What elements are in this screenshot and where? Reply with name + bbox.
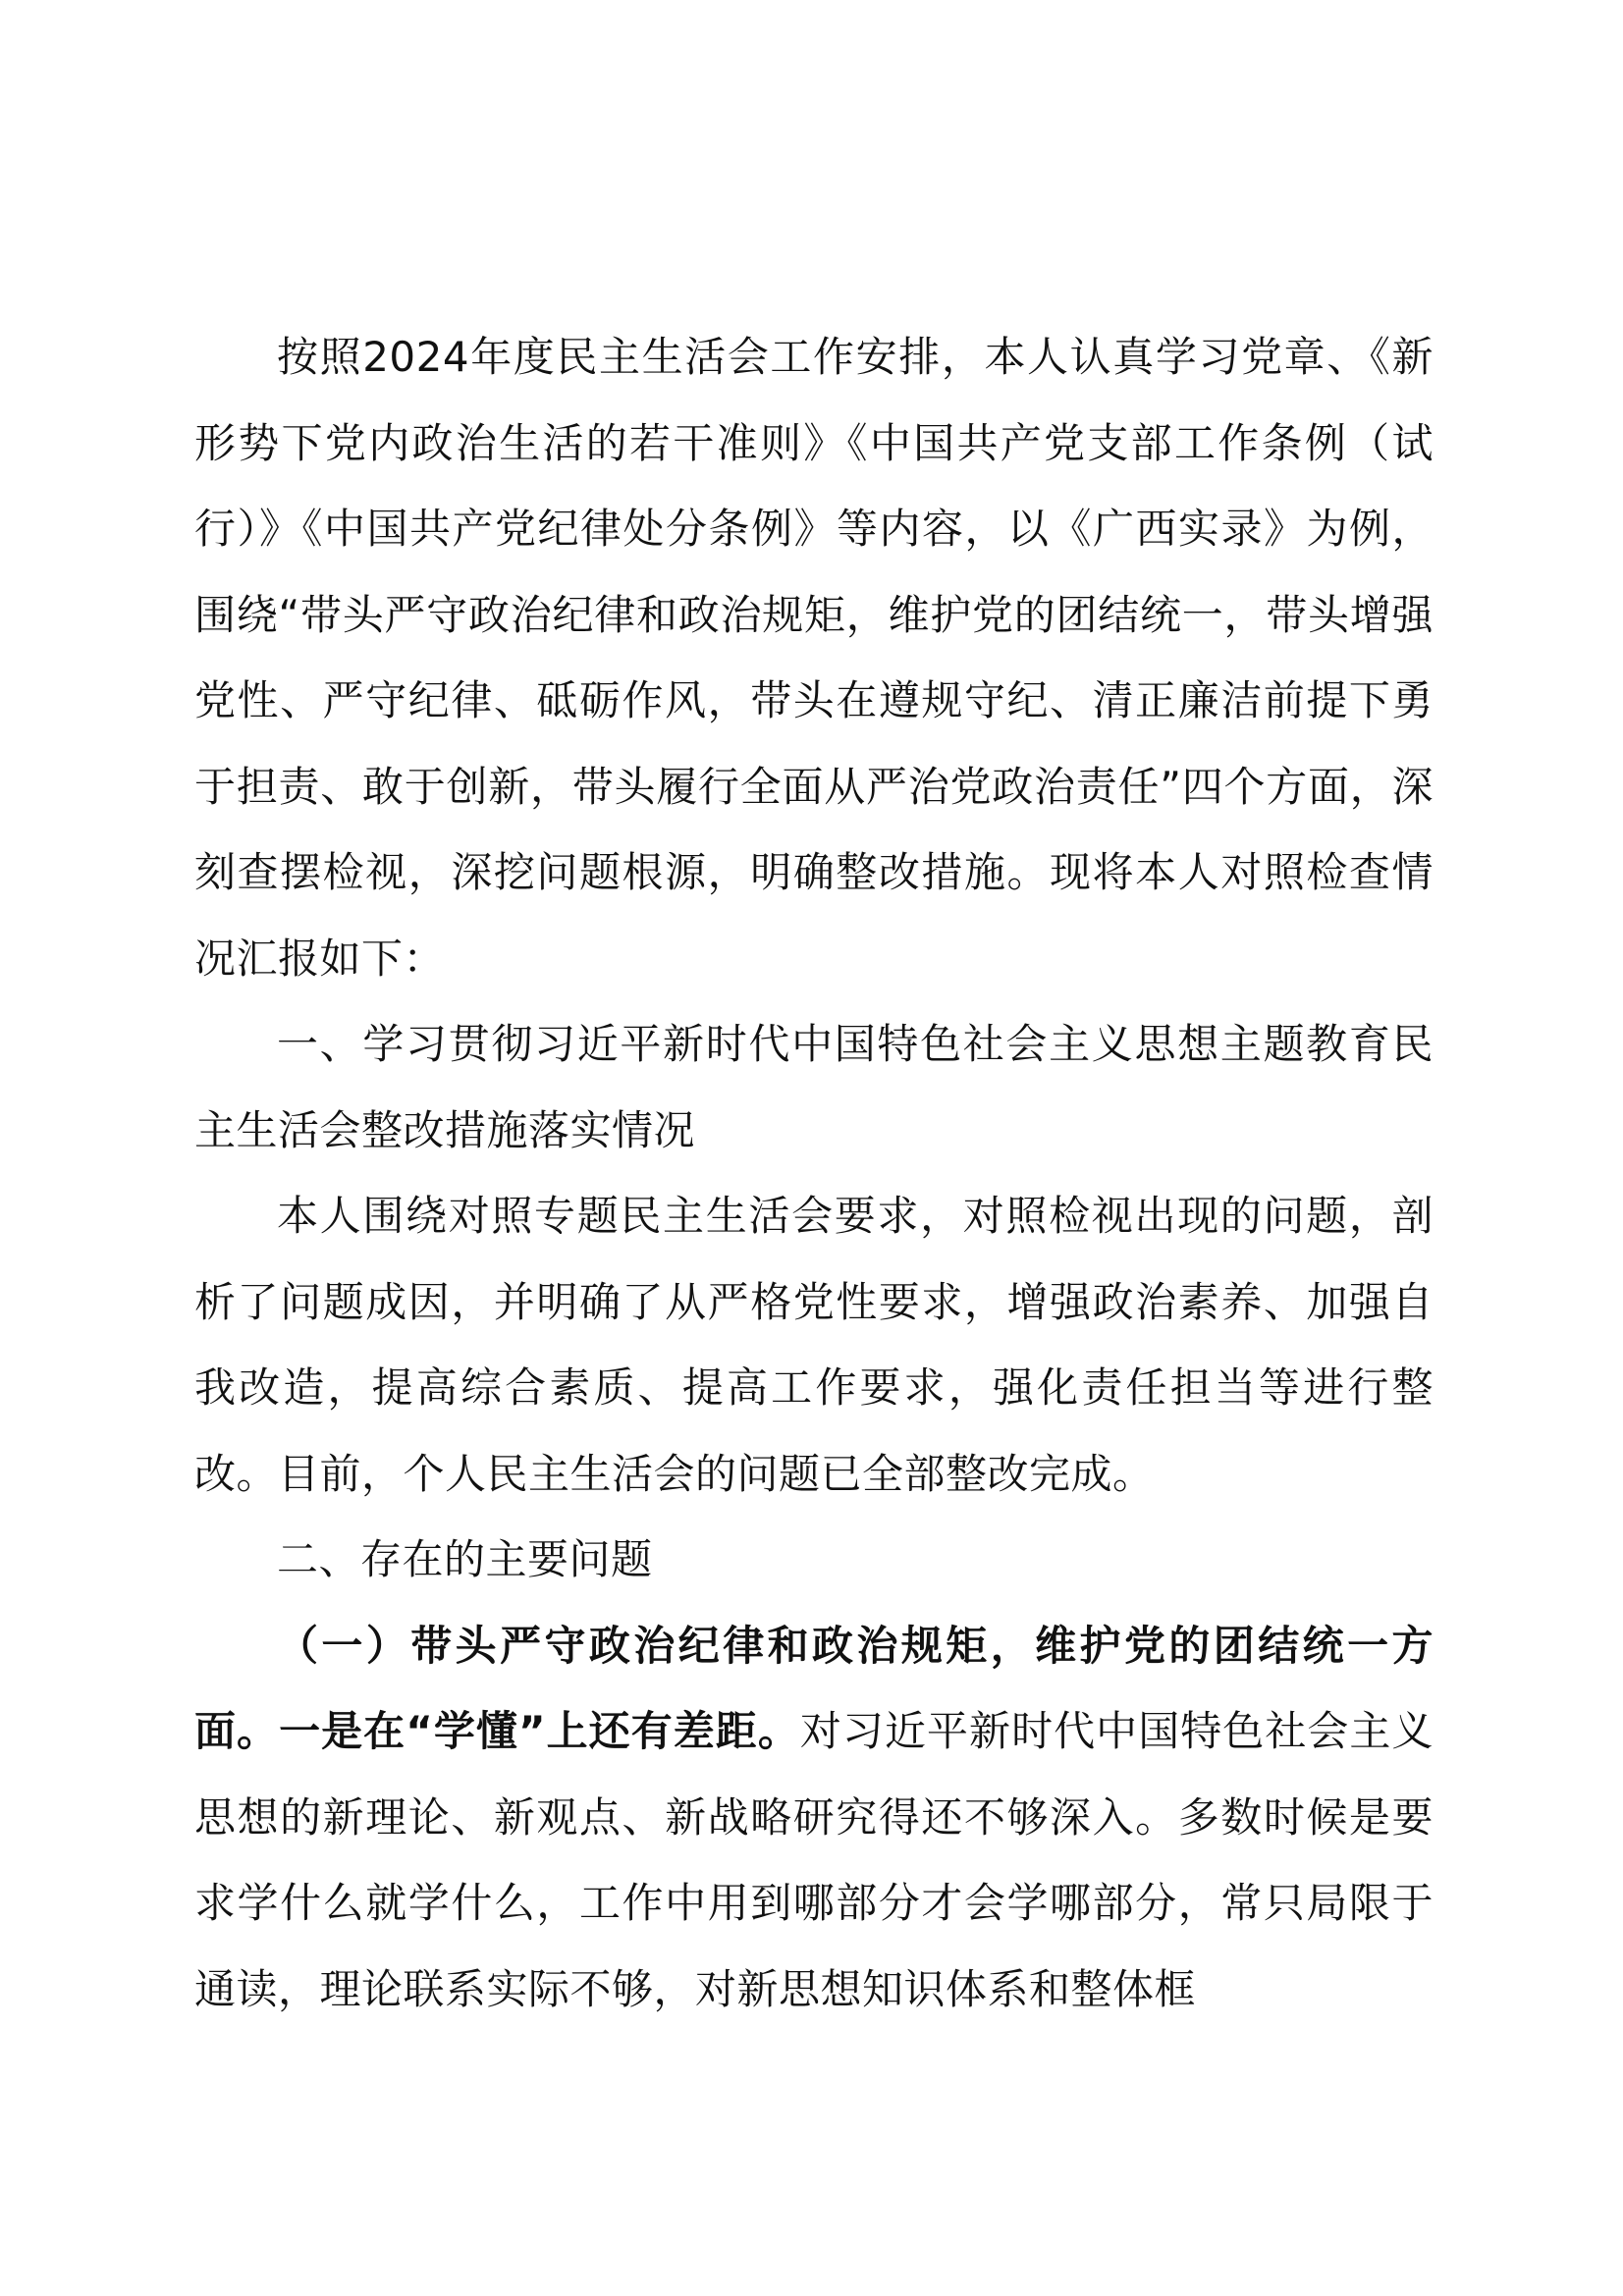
problem-paragraph <box>194 1603 1434 2033</box>
section-heading-1: 一、学习贯彻习近平新时代中国特色社会主义思想主题教育民主生活会整改措施落实情况 <box>194 1020 1434 1154</box>
section-heading-2: 二、存在的主要问题 <box>277 1535 653 1583</box>
subsection-heading: （一）带头严守政治纪律和政治规矩，维护党的团结统一方面。 <box>194 1621 1434 1755</box>
intro-paragraph: 按照2024年度民主生活会工作安排，本人认真学习党章、《新形势下党内政治生活的若干准则》《中国共产党支部工作条例（试行）》《中国共产党纪律处分条例》等内容，以《广西实录》为例，围绕“带头严守政治纪律和政治规矩，维护党的团结统一，带头增强党性、严守纪律、砥砺作风，带头在遵规守纪、清正廉洁前提下勇于担责、敢于创新，带头履行全面从严治党政治责任”四个方面，深刻查摆检视，深挖问题根源，明确整改措施。现将本人对照检查情况汇报如下： <box>194 333 1434 983</box>
point-one-body: 对习近平新时代中国特色社会主义思想的新理论、新观点、新战略研究得还不够深入。多数时候是要求学什么就学什么，工作中用到哪部分才会学哪部分，常只局限于通读，理论联系实际不够，对新思想知识体系和整体框 <box>194 1707 1434 2013</box>
document-body <box>194 314 1434 2032</box>
point-one-title: 一是在“学懂”上还有差距。 <box>279 1707 800 1755</box>
rectification-paragraph: 本人围绕对照专题民主生活会要求，对照检视出现的问题，剖析了问题成因，并明确了从严格党性要求，增强政治素养、加强自我改造，提高综合素质、提高工作要求，强化责任担当等进行整改。目前，个人民主生活会的问题已全部整改完成。 <box>194 1192 1434 1498</box>
